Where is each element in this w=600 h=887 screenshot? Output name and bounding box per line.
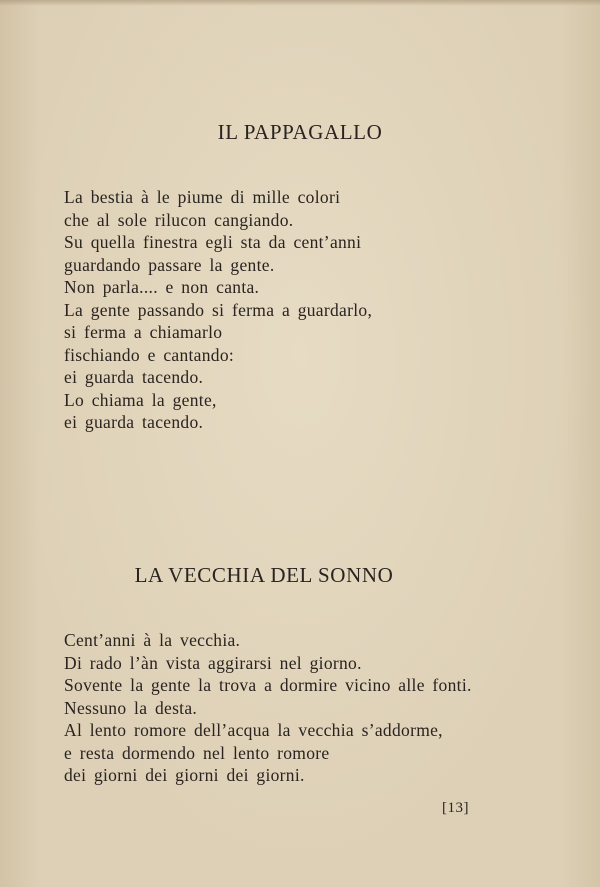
poem-line: Nessuno la desta. [64,697,198,718]
poem-line: dei giorni dei giorni dei giorni. [64,765,305,785]
poem-line: Sovente la gente la trova a dormire vicino alle fonti. [64,675,472,695]
poem-line: ei guarda tacendo. [64,412,204,432]
poem-line: Cent’anni à la vecchia. [64,630,241,650]
poem-line: fischiando e cantando: [64,344,235,365]
poem-line: ei guarda tacendo. [64,367,204,387]
page-top-edge [0,0,600,6]
page-number: [13] [442,800,469,816]
poem-title-il-pappagallo: IL PAPPAGALLO [217,120,383,144]
poem-line: guardando passare la gente. [64,254,275,275]
poem-line: e resta dormendo nel lento romore [64,742,330,763]
poem-line: Al lento romore dell’acqua la vecchia s’addorme, [64,720,443,740]
poem-body-la-vecchia-del-sonno [64,629,472,787]
poem-line: Non parla.... e non canta. [64,277,260,297]
poem-line: si ferma a chiamarlo [64,322,223,342]
poem-line: Su quella finestra egli sta da cent’anni [64,232,362,252]
poem-title-la-vecchia-del-sonno: LA VECCHIA DEL SONNO [134,563,394,587]
poem-line: La bestia à le piume di mille colori [64,187,341,207]
poem-line: La gente passando si ferma a guardarlo, [64,299,373,320]
poem-line: Di rado l’àn vista aggirarsi nel giorno. [64,652,362,673]
poem-line: Lo chiama la gente, [64,389,217,410]
poem-body-il-pappagallo [64,186,372,434]
poem-line: che al sole rilucon cangiando. [64,209,294,230]
